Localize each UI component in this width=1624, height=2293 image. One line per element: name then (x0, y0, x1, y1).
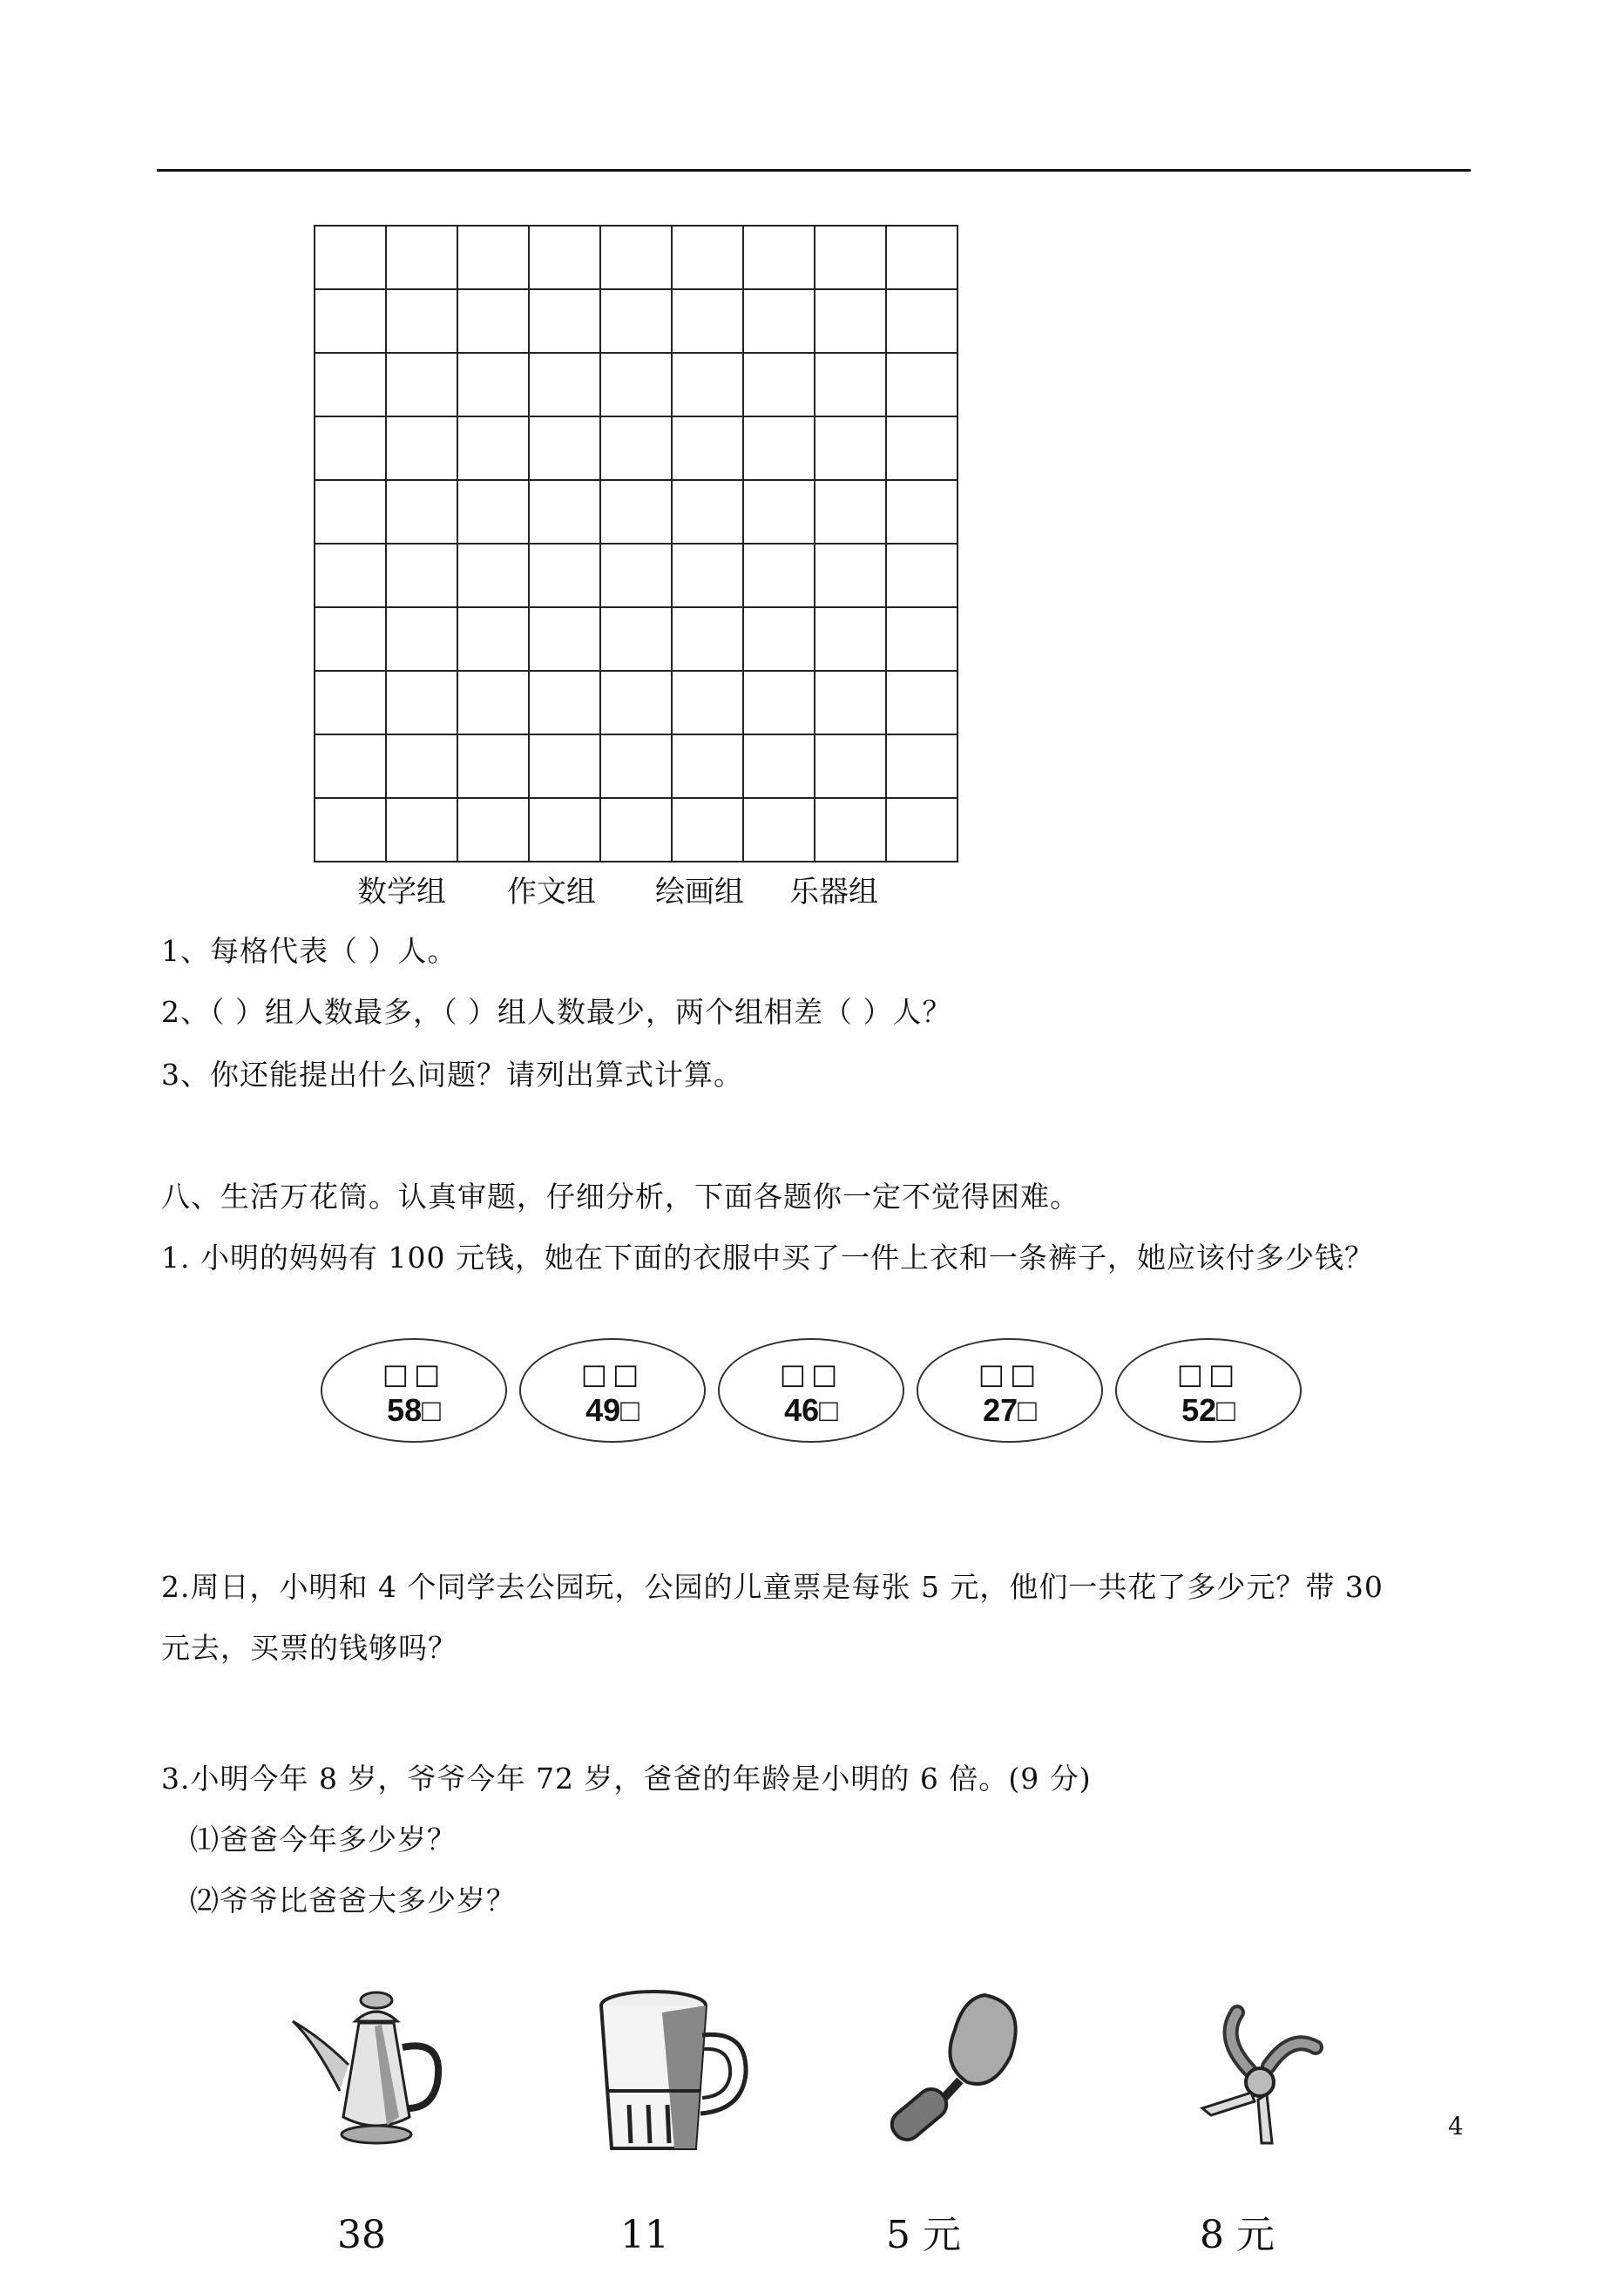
teapot-price: 38 (337, 2213, 386, 2257)
item-price: 58□ (387, 1392, 441, 1428)
grid-cell (601, 227, 673, 290)
category-label-drawing: 绘画组 (655, 875, 744, 910)
grid-cell (387, 735, 458, 799)
category-label-composition: 作文组 (507, 875, 596, 910)
item-name: □□ (779, 1357, 843, 1390)
grid-cell (601, 417, 673, 481)
grid-cell (458, 290, 530, 354)
grid-cell (458, 417, 530, 481)
grid-cell (530, 672, 601, 735)
grid-cell (887, 545, 958, 608)
grid-cell (815, 799, 887, 862)
grid-cell (744, 290, 815, 354)
category-label-math: 数学组 (357, 875, 446, 910)
grid-cell (458, 227, 530, 290)
grid-cell (315, 799, 387, 862)
item-name: □□ (978, 1357, 1042, 1390)
price-oval (917, 1338, 1103, 1443)
grid-cell (744, 481, 815, 545)
grid-cell (744, 735, 815, 799)
grid-cell (315, 290, 387, 354)
grid-cell (815, 608, 887, 672)
section-8-title: 八、生活万花筒。认真审题，仔细分析，下面各题你一定不觉得困难。 (161, 1180, 1079, 1214)
grid-cell (744, 545, 815, 608)
grid-cell (601, 672, 673, 735)
grid-cell (673, 735, 744, 799)
grid-cell (601, 290, 673, 354)
item-price: 52□ (1181, 1392, 1235, 1428)
grid-cell (673, 227, 744, 290)
item-name: □□ (382, 1357, 446, 1390)
grid-cell (744, 799, 815, 862)
grid-cell (673, 608, 744, 672)
grid-cell (887, 672, 958, 735)
grid-cell (387, 608, 458, 672)
grid-cell (387, 290, 458, 354)
grid-cell (315, 354, 387, 417)
grid-cell (601, 799, 673, 862)
header-rule (157, 169, 1471, 172)
grid-cell (815, 354, 887, 417)
grid-cell (887, 290, 958, 354)
grid-cell (458, 735, 530, 799)
question-1: 1、每格代表（ ）人。 (161, 934, 457, 968)
grid-cell (887, 417, 958, 481)
grid-cell (815, 481, 887, 545)
grid-cell (530, 799, 601, 862)
problem-3-part-1: ⑴爸爸今年多少岁？ (190, 1823, 457, 1857)
shears-price: 8 元 (1200, 2213, 1275, 2257)
grid-cell (458, 799, 530, 862)
grid-cell (744, 417, 815, 481)
problem-2-line-1: 2.周日，小明和 4 个同学去公园玩，公园的儿童票是每张 5 元，他们一共花了多少元？带 30 (161, 1570, 1384, 1604)
item-name: □□ (1176, 1357, 1241, 1390)
grid-cell (887, 481, 958, 545)
grid-cell (458, 672, 530, 735)
grid-cell (458, 608, 530, 672)
problem-1: 1. 小明的妈妈有 100 元钱，她在下面的衣服中买了一件上衣和一条裤子，她应该付多少钱？ (161, 1241, 1374, 1275)
grid-cell (673, 354, 744, 417)
grid-cell (744, 608, 815, 672)
mug-icon (592, 1986, 758, 2161)
page-number: 4 (1448, 2112, 1464, 2141)
grid-cell (530, 545, 601, 608)
grid-cell (387, 417, 458, 481)
grid-cell (673, 545, 744, 608)
grid-cell (387, 672, 458, 735)
teapot-icon (288, 1986, 453, 2161)
grid-cell (530, 227, 601, 290)
question-3: 3、你还能提出什么问题？请列出算式计算。 (161, 1058, 743, 1092)
grid-cell (744, 672, 815, 735)
price-oval (718, 1338, 904, 1443)
grid-cell (315, 481, 387, 545)
grid-cell (315, 608, 387, 672)
grid-cell (530, 735, 601, 799)
grid-cell (673, 290, 744, 354)
problem-3: 3.小明今年 8 岁，爷爷今年 72 岁，爸爸的年龄是小明的 6 倍。(9 分) (161, 1762, 1092, 1796)
price-oval (321, 1338, 507, 1443)
grid-cell (815, 417, 887, 481)
grid-cell (530, 608, 601, 672)
grid-cell (458, 481, 530, 545)
question-2: 2、（ ）组人数最多，（ ）组人数最少，两个组相差（ ）人？ (161, 995, 952, 1029)
pruning-shears-icon (1185, 1986, 1350, 2161)
grid-cell (601, 545, 673, 608)
grid-cell (601, 735, 673, 799)
price-oval (519, 1338, 706, 1443)
grid-cell (601, 354, 673, 417)
blank-bar-chart-grid (314, 225, 958, 862)
grid-cell (387, 799, 458, 862)
grid-cell (673, 672, 744, 735)
grid-cell (887, 227, 958, 290)
problem-3-part-2: ⑵爷爷比爸爸大多少岁？ (190, 1884, 516, 1918)
item-name: □□ (580, 1357, 645, 1390)
grid-cell (387, 354, 458, 417)
grid-cell (458, 354, 530, 417)
grid-cell (315, 227, 387, 290)
item-price: 27□ (983, 1392, 1037, 1428)
grid-cell (601, 481, 673, 545)
grid-cell (315, 417, 387, 481)
grid-cell (387, 481, 458, 545)
grid-cell (887, 354, 958, 417)
grid-cell (315, 735, 387, 799)
grid-cell (815, 290, 887, 354)
grid-cell (315, 545, 387, 608)
grid-cell (673, 799, 744, 862)
grid-cell (815, 672, 887, 735)
grid-cell (530, 417, 601, 481)
mug-price: 11 (620, 2213, 669, 2257)
grid-cell (387, 545, 458, 608)
item-price: 46□ (784, 1392, 838, 1428)
grid-cell (815, 735, 887, 799)
grid-cell (601, 608, 673, 672)
grid-cell (387, 227, 458, 290)
grid-cell (458, 545, 530, 608)
problem-2-line-2: 元去，买票的钱够吗？ (161, 1631, 457, 1665)
item-price: 49□ (585, 1392, 639, 1428)
grid-cell (530, 290, 601, 354)
grid-cell (887, 608, 958, 672)
grid-cell (530, 481, 601, 545)
grid-cell (887, 735, 958, 799)
grid-cell (815, 545, 887, 608)
grid-cell (530, 354, 601, 417)
grid-cell (744, 354, 815, 417)
category-label-instrument: 乐器组 (789, 875, 878, 910)
trowel-icon (880, 1986, 1045, 2161)
price-oval (1115, 1338, 1302, 1443)
grid-cell (673, 481, 744, 545)
grid-cell (315, 672, 387, 735)
grid-cell (887, 799, 958, 862)
trowel-price: 5 元 (886, 2213, 961, 2257)
grid-cell (744, 227, 815, 290)
grid-cell (673, 417, 744, 481)
grid-cell (815, 227, 887, 290)
